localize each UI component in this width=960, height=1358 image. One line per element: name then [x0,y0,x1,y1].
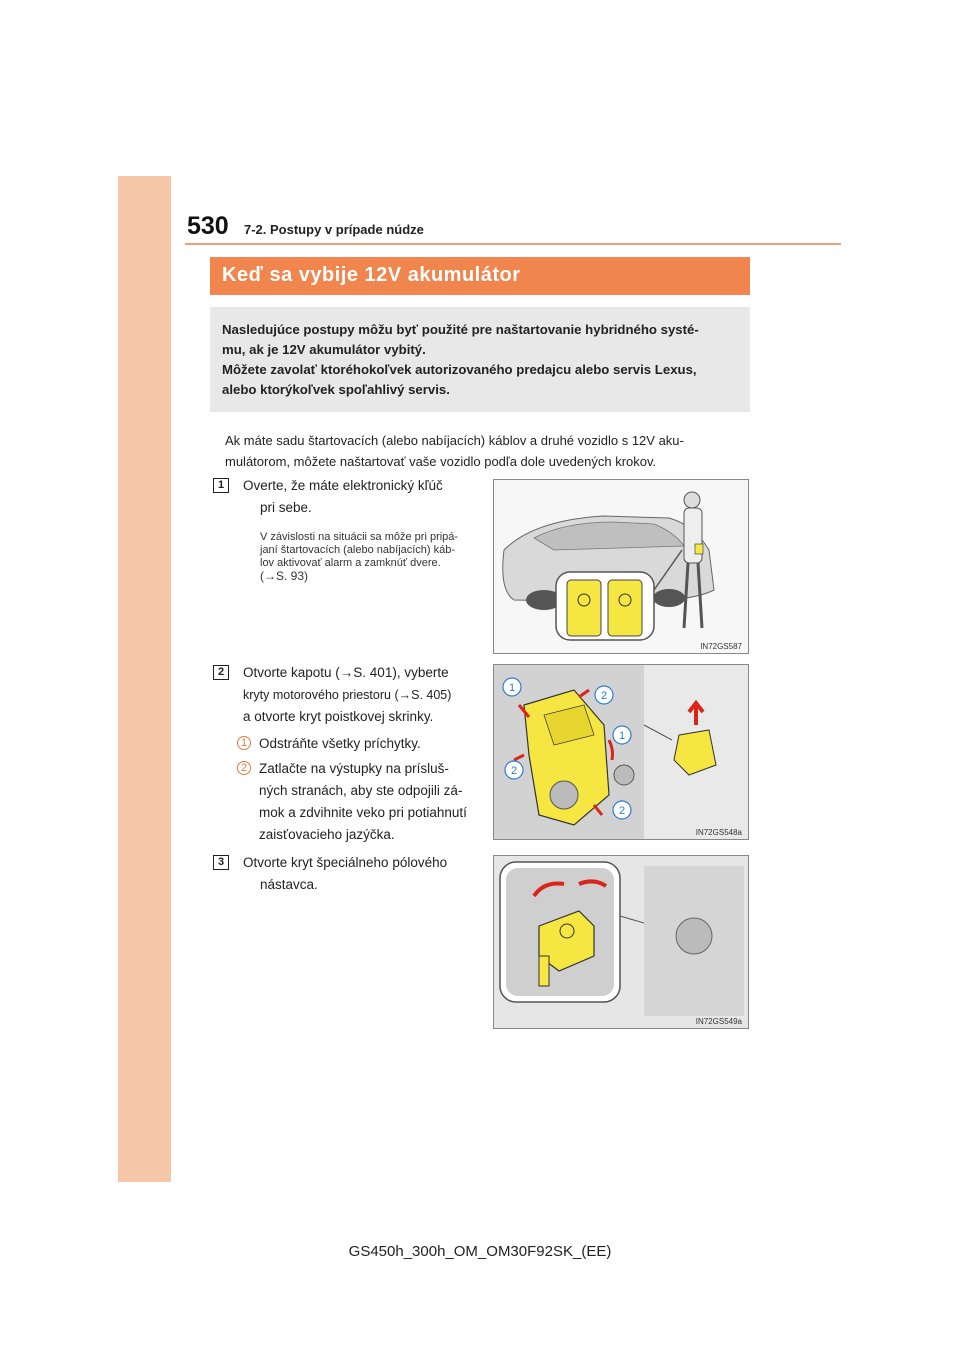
step-line: pri sebe. [260,500,312,515]
section-banner [210,257,750,295]
callout-2: 2 [510,765,518,777]
step-number-2: 2 [213,665,229,680]
figure-code: IN72GS587 [700,642,742,651]
sub-line: Zatlačte na výstupky na prísluš- [259,761,449,776]
callout-2: 2 [600,690,608,702]
intro-line: alebo ktorýkoľvek spoľahlivý servis. [222,382,450,397]
figure-code: IN72GS549a [695,1017,742,1026]
body-paragraph [225,430,750,472]
figure-terminal-cover [493,855,749,1029]
car-and-person-illustration [494,480,749,654]
chapter-title: 7-2. Postupy v prípade núdze [244,222,424,237]
figure-fuse-box [493,664,749,840]
step-2-sub-1 [237,733,492,755]
note-line: V závislosti na situácii sa môže pri pripá- [260,531,459,543]
callout-1: 1 [508,682,516,694]
body-line: Ak máte sadu štartovacích (alebo nabíjacích) káblov a druhé vozidlo s 12V aku- [225,433,684,448]
note-line: janí štartovacích (alebo nabíjacích) káb- [260,544,456,556]
sub-line: zaisťovacieho jazýčka. [259,827,395,842]
sub-number: 1 [237,736,251,750]
callout-2: 2 [618,805,626,817]
step-number-3: 3 [213,855,229,870]
fuse-box-illustration [494,665,749,840]
step-2-text [243,662,488,728]
figure-electronic-key [493,479,749,654]
body-line: mulátorom, môžete naštartovať vaše vozidlo podľa dole uvedených krokov. [225,454,657,469]
sub-text: Odstráňte všetky príchytky. [259,736,421,751]
page-number: 530 [187,212,229,240]
intro-line: mu, ak je 12V akumulátor vybitý. [222,342,426,357]
step-number-1: 1 [213,478,229,493]
sub-number: 2 [237,761,251,775]
step-line: kryty motorového priestoru (→S. 405) [243,688,452,702]
sub-text [259,758,492,846]
step-2-sub-2 [237,758,492,846]
step-1-text [243,475,488,519]
figure-code: IN72GS548a [695,828,742,837]
sub-line: mok a zdvihnite veko pri potiahnutí [259,805,467,820]
step-line: Otvorte kryt špeciálneho pólového [243,855,448,870]
step-line: a otvorte kryt poistkovej skrinky. [243,709,434,724]
sub-line: ných stranách, aby ste odpojili zá- [259,783,463,798]
note-line: lov aktivovať alarm a zamknúť dvere. [260,557,441,569]
note-line: (→S. 93) [260,569,309,583]
step-3-text [243,852,488,896]
section-title: Keď sa vybije 12V akumulátor [222,264,521,286]
intro-line: Nasledujúce postupy môžu byť použité pre naštartovanie hybridného systé- [222,322,699,337]
step-line: Overte, že máte elektronický kľúč [243,478,443,493]
side-tab [118,176,171,1182]
header-divider [185,243,841,245]
step-1-note [260,531,496,583]
callout-1: 1 [618,730,626,742]
step-line: Otvorte kapotu (→S. 401), vyberte [243,665,449,680]
document-code: GS450h_300h_OM_OM30F92SK_(EE) [348,1243,612,1260]
intro-line: Môžete zavolať ktoréhokoľvek autorizovaného predajcu alebo servis Lexus, [222,362,697,377]
terminal-cover-illustration [494,856,749,1029]
step-line: nástavca. [260,877,318,892]
intro-box [210,307,750,412]
